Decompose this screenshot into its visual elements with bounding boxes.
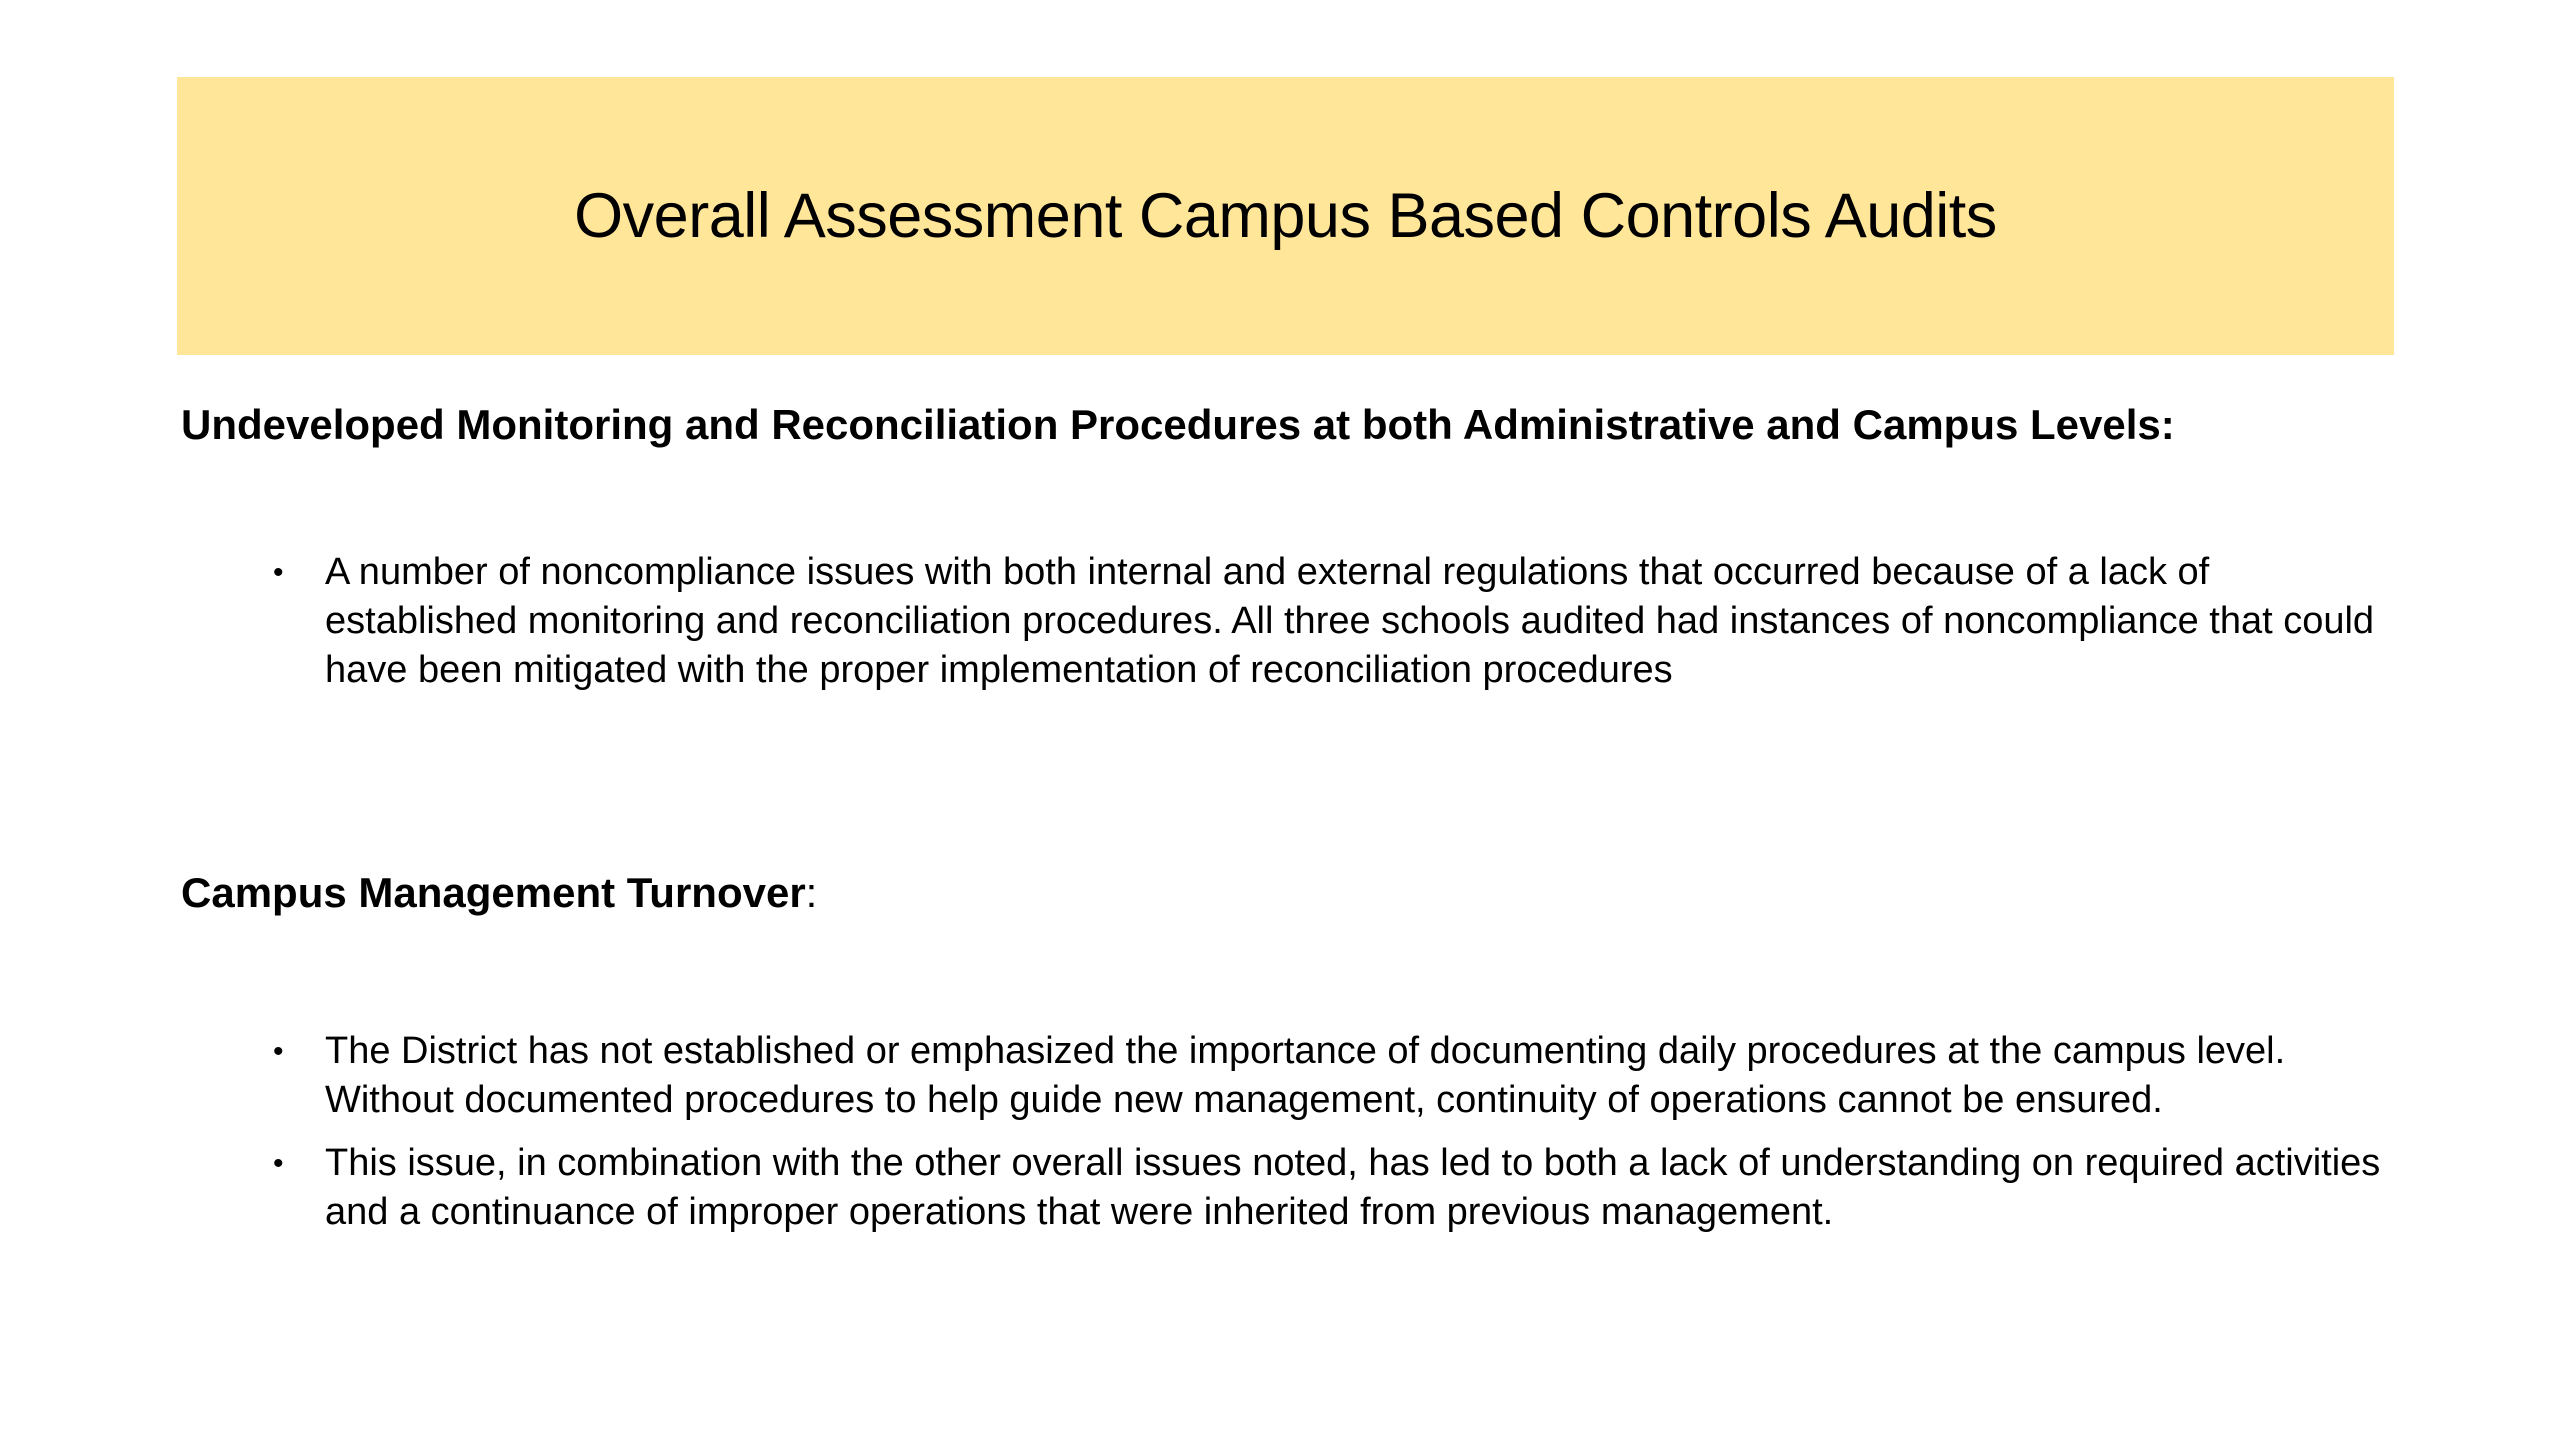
bullet-icon: • [273, 1147, 284, 1180]
bullet-text: The District has not established or emphasized the importance of documenting daily procedures at the campus level. Without documented procedures to help guide new management, continuity of operations cannot be ensured. [325, 1030, 2286, 1121]
bullet-list-turnover [273, 1027, 2395, 1251]
section-heading-monitoring [181, 400, 2175, 450]
section-heading-turnover [181, 868, 817, 918]
bullet-item [273, 1139, 2395, 1237]
section-heading-suffix: : [805, 869, 818, 916]
bullet-text: This issue, in combination with the other overall issues noted, has led to both a lack of understanding on required activities and a continuance of improper operations that were inherited from previous management. [325, 1142, 2381, 1233]
title-band [177, 77, 2394, 355]
section-heading-text: Undeveloped Monitoring and Reconciliation Procedures at both Administrative and Campus Levels: [181, 401, 2175, 448]
bullet-icon: • [273, 556, 284, 589]
bullet-text: A number of noncompliance issues with both internal and external regulations that occurred because of a lack of established monitoring and reconciliation procedures. All three schools audited had instances of noncompliance that could have been mitigated with the proper implementation of reconciliation procedures [325, 551, 2375, 691]
bullet-list-monitoring [273, 548, 2395, 709]
bullet-item [273, 548, 2395, 695]
section-heading-text: Campus Management Turnover [181, 869, 806, 916]
bullet-item [273, 1027, 2395, 1125]
slide-title: Overall Assessment Campus Based Controls Audits [574, 180, 1997, 251]
bullet-icon: • [273, 1035, 284, 1068]
